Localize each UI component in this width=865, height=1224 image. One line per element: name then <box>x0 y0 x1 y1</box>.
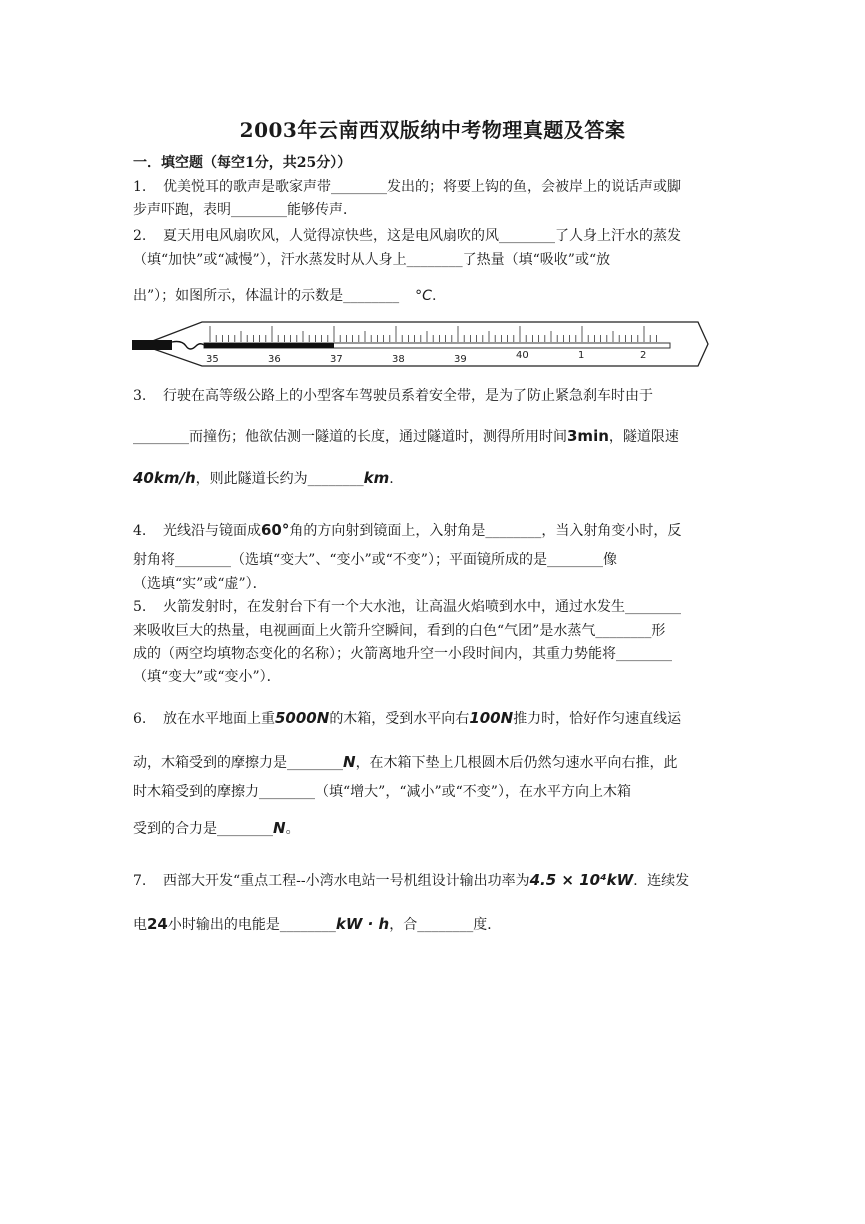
question-text: （选填“实”或“虚”）． <box>133 576 267 592</box>
question-text: ________而撞伤；他欲估测一隧道的长度，通过隧道时，测得所用时间 <box>133 429 567 445</box>
question-text: 角的方向射到镜面上，入射角是________，当入射角变小时，反 <box>289 523 682 539</box>
question-2-line-3 <box>133 286 728 306</box>
scale-label: 1 <box>578 350 585 361</box>
question-text: 小时输出的电能是________ <box>167 917 336 933</box>
scale-label: 36 <box>268 354 281 365</box>
question-text: 西部大开发“重点工程--小湾水电站一号机组设计输出功率为 <box>163 873 530 889</box>
section-heading: 一．填空题（每空1分，共25分）） <box>133 155 352 171</box>
question-number: 6. <box>133 711 147 727</box>
question-5-line-4 <box>133 667 728 687</box>
hours-value: 24 <box>147 915 168 933</box>
kwh-unit: kW · h <box>335 915 390 933</box>
question-text: 行驶在高等级公路上的小型客车驾驶员系着安全带，是为了防止紧急刹车时由于 <box>163 388 653 404</box>
question-3-line-1 <box>133 386 728 406</box>
question-7-line-2 <box>133 914 728 935</box>
question-text: 步声吓跑，表明________能够传声． <box>133 202 357 218</box>
newton-unit: N <box>343 753 356 771</box>
question-number: 5. <box>133 599 147 615</box>
question-text: 受到的合力是________ <box>133 821 273 837</box>
question-text: ，合________度． <box>389 917 502 933</box>
thermometer-constriction <box>172 342 204 350</box>
question-text: 时木箱受到的摩擦力________（填“增大”，“减小”或“不变”），在水平方向上木箱 <box>133 784 631 800</box>
question-text: 的木箱，受到水平向右 <box>329 711 470 727</box>
question-text: 来吸收巨大的热量，电视画面上火箭升空瞬间，看到的白色“气团”是水蒸气________形 <box>133 623 666 639</box>
question-number: 3. <box>133 388 147 404</box>
question-number: 4. <box>133 523 147 539</box>
question-number: 1. <box>133 179 147 195</box>
question-text: . <box>389 471 394 487</box>
question-text: 推力时，恰好作匀速直线运 <box>513 711 682 727</box>
scale-label: 39 <box>454 354 467 365</box>
question-5-line-2 <box>133 621 728 641</box>
question-text: 火箭发射时，在发射台下有一个大水池，让高温火焰喷到水中，通过水发生________ <box>163 599 681 615</box>
question-4-line-1 <box>133 520 728 541</box>
question-3-line-2 <box>133 426 728 447</box>
mercury-column <box>204 343 334 348</box>
question-6-line-2 <box>133 752 728 773</box>
scale-label: 38 <box>392 354 405 365</box>
question-1-line-1 <box>133 177 728 197</box>
question-7-line-1 <box>133 870 728 891</box>
question-5-line-1 <box>133 597 728 617</box>
question-number: 2. <box>133 228 147 244</box>
question-6-line-1 <box>133 708 728 729</box>
question-6-line-4 <box>133 818 728 839</box>
thermometer-scale <box>210 326 656 342</box>
question-text: 。 <box>285 821 300 837</box>
scale-label: 2 <box>640 350 647 361</box>
question-text: ，在木箱下垫上几根圆木后仍然匀速水平向右推，此 <box>355 755 678 771</box>
page-title: 2003年云南西双版纳中考物理真题及答案 <box>239 118 626 142</box>
scale-label: 37 <box>330 354 343 365</box>
km-unit: km <box>363 469 390 487</box>
question-text: 电 <box>133 917 147 933</box>
question-6-line-3 <box>133 782 728 802</box>
time-value: 3min <box>567 427 609 445</box>
question-1-line-2 <box>133 200 728 220</box>
question-5-line-3 <box>133 644 728 664</box>
speed-limit-value: 40km/h <box>133 469 196 487</box>
force-value: 100N <box>469 709 514 727</box>
thermometer-bulb <box>132 340 172 350</box>
weight-value: 5000N <box>275 709 330 727</box>
question-text: 射角将________（选填“变大”、“变小”或“不变”）；平面镜所成的是________像 <box>133 552 617 568</box>
scale-label: 40 <box>516 350 529 361</box>
question-text: 放在水平地面上重 <box>163 711 275 727</box>
question-2-line-2 <box>133 250 728 270</box>
question-4-line-2 <box>133 550 728 570</box>
question-text: （填“变大”或“变小”）． <box>133 669 281 685</box>
celsius-unit: °C <box>415 288 432 304</box>
power-value: 4.5 × 10⁴kW <box>529 871 634 889</box>
question-text: ．连续发 <box>633 873 690 889</box>
question-number: 7. <box>133 873 147 889</box>
question-text: ，隧道限速 <box>608 429 679 445</box>
newton-unit: N <box>273 819 286 837</box>
question-text: . <box>431 288 437 304</box>
question-4-line-3 <box>133 574 728 594</box>
thermometer-figure <box>130 318 715 368</box>
question-text: 成的（两空均填物态变化的名称）；火箭离地升空一小段时间内，其重力势能将________ <box>133 646 672 662</box>
question-text: 夏天用电风扇吹风，人觉得凉快些，这是电风扇吹的风________了人身上汗水的蒸发 <box>163 228 681 244</box>
question-text: （填“加快”或“减慢”），汗水蒸发时从人身上________了热量（填“吸收”或“放 <box>133 252 611 268</box>
question-text: 优美悦耳的歌声是歌家声带________发出的；将要上钩的鱼，会被岸上的说话声或脚 <box>163 179 681 195</box>
angle-value: 60° <box>261 521 290 539</box>
question-text: 出”）；如图所示，体温计的示数是________ <box>133 288 400 304</box>
scale-label: 35 <box>206 354 219 365</box>
question-text: ，则此隧道长约为________ <box>195 471 364 487</box>
question-3-line-3 <box>133 468 728 489</box>
question-2-line-1 <box>133 226 728 246</box>
question-text: 动，木箱受到的摩擦力是________ <box>133 755 343 771</box>
question-text: 光线沿与镜面成 <box>163 523 261 539</box>
